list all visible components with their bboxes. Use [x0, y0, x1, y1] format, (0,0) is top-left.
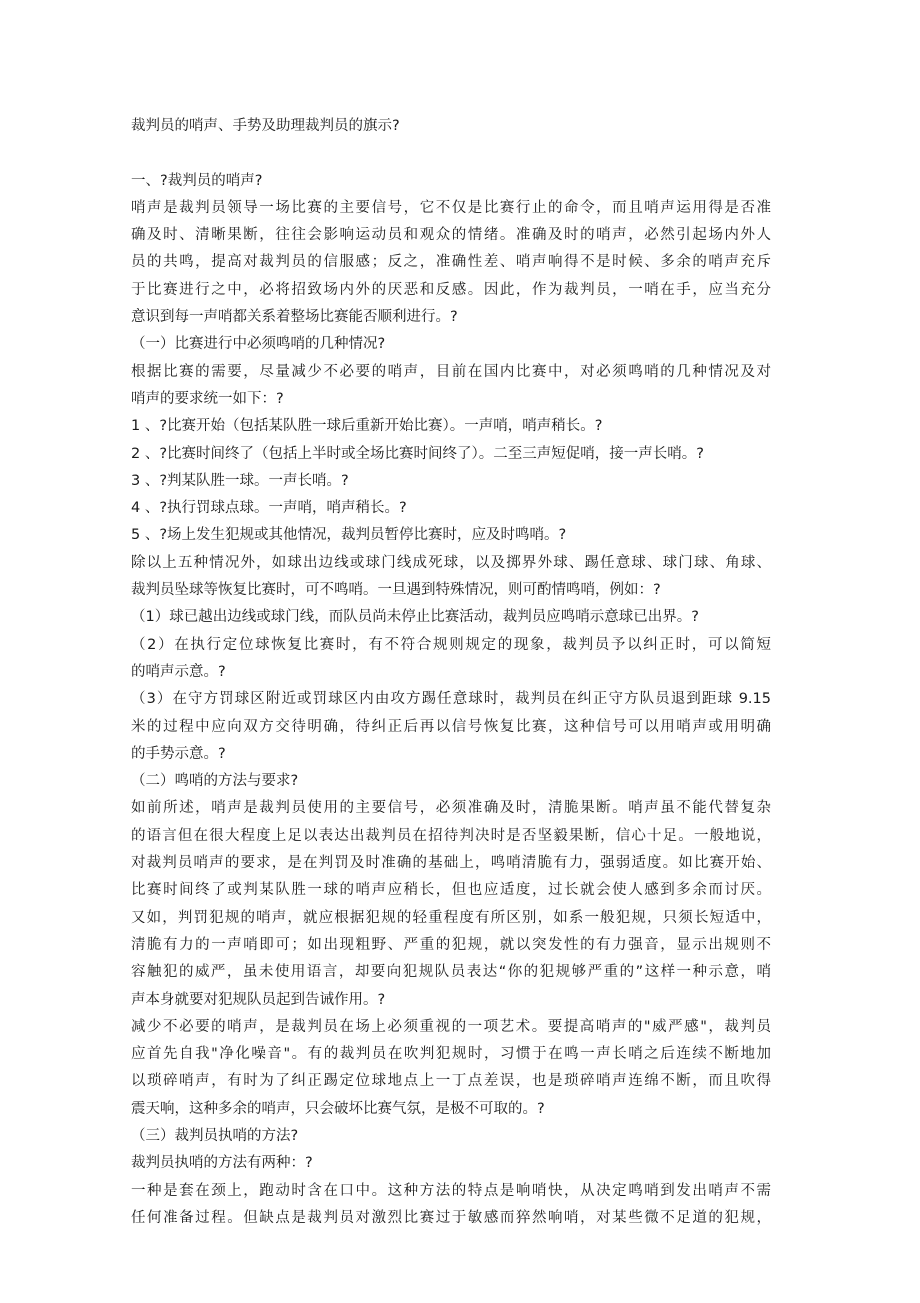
text-line: 裁判员坠球等恢复比赛时，可不鸣哨。一旦遇到特殊情况，则可酌情鸣哨，例如：?	[131, 582, 661, 599]
text-line: 哨声是裁判员领导一场比赛的主要信号，它不仅是比赛行止的命令，而且哨声运用得是否准	[131, 199, 771, 216]
text-line: 一、?裁判员的哨声?	[131, 172, 263, 189]
text-line: 意识到每一声哨都关系着整场比赛能否顺利进行。?	[131, 309, 458, 326]
text-line: 5 、?场上发生犯规或其他情况，裁判员暂停比赛时，应及时鸣哨。?	[131, 527, 567, 544]
text-line: 确及时、清晰果断，往往会影响运动员和观众的情绪。准确及时的哨声，必然引起场内外人	[131, 227, 771, 244]
text-line: 对裁判员哨声的要求，是在判罚及时准确的基础上，鸣哨清脆有力，强弱适度。如比赛开始、	[131, 855, 771, 872]
text-line: （二）鸣哨的方法与要求?	[131, 773, 299, 790]
text-line: 哨声的要求统一如下：?	[131, 390, 284, 407]
text-line: 3 、?判某队胜一球。一声长哨。?	[131, 472, 349, 489]
text-line: 又如，判罚犯规的哨声，就应根据犯规的轻重程度有所区别，如系一般犯规，只须长短适中，	[131, 909, 771, 926]
text-line: 的哨声示意。?	[131, 663, 226, 680]
text-line: （1）球已越出边线或球门线，而队员尚未停止比赛活动，裁判员应鸣哨示意球已出界。?	[131, 609, 699, 626]
document-title: 裁判员的哨声、手势及助理裁判员的旗示?	[131, 118, 400, 134]
text-line: 裁判员执哨的方法有两种：?	[131, 1155, 313, 1172]
text-line: 根据比赛的需要，尽量减少不必要的哨声，目前在国内比赛中，对必须鸣哨的几种情况及对	[131, 363, 771, 380]
text-line: 的手势示意。?	[131, 745, 226, 762]
text-line: 任何准备过程。但缺点是裁判员对激烈比赛过于敏感而猝然响哨，对某些微不足道的犯规，	[131, 1209, 771, 1226]
text-line: （一）比赛进行中必须鸣哨的几种情况?	[131, 336, 386, 353]
document-body	[131, 113, 771, 1232]
text-line: 应首先自我"净化噪音"。有的裁判员在吹判犯规时，习惯于在鸣一声长哨之后连续不断地加	[131, 1046, 771, 1063]
blank-line	[131, 140, 771, 167]
text-line: （三）裁判员执哨的方法?	[131, 1127, 299, 1144]
text-line: 于比赛进行之中，必将招致场内外的厌恶和反感。因此，作为裁判员，一哨在手，应当充分	[131, 281, 771, 298]
text-line: 声本身就要对犯规队员起到告诫作用。?	[131, 991, 386, 1008]
text-line: 4 、?执行罚球点球。一声哨，哨声稍长。?	[131, 500, 407, 517]
document-text-lines	[131, 168, 771, 1233]
text-line: 1 、?比赛开始（包括某队胜一球后重新开始比赛）。一声哨，哨声稍长。?	[131, 418, 603, 435]
text-line: 的语言但在很大程度上足以表达出裁判员在招待判决时是否坚毅果断，信心十足。一般地说，	[131, 827, 771, 844]
text-line: 容触犯的威严，虽未使用语言，却要向犯规队员表达“你的犯规够严重的”这样一种示意，哨	[131, 964, 771, 981]
text-line: 以琐碎哨声，有时为了纠正踢定位球地点上一丁点差误，也是琐碎哨声连绵不断，而且吹得	[131, 1073, 771, 1090]
text-line: 如前所述，哨声是裁判员使用的主要信号，必须准确及时，清脆果断。哨声虽不能代替复杂	[131, 800, 771, 817]
text-line: 清脆有力的一声哨即可；如出现粗野、严重的犯规，就以突发性的有力强音，显示出规则不	[131, 936, 771, 953]
text-line: 2 、?比赛时间终了（包括上半时或全场比赛时间终了）。二至三声短促哨，接一声长哨。?	[131, 445, 704, 462]
text-line: 米的过程中应向双方交待明确，待纠正后再以信号恢复比赛，这种信号可以用哨声或用明确	[131, 718, 771, 735]
text-line: 减少不必要的哨声，是裁判员在场上必须重视的一项艺术。要提高哨声的"威严感"，裁判员	[131, 1018, 771, 1035]
text-line: （3）在守方罚球区附近或罚球区内由攻方踢任意球时，裁判员在纠正守方队员退到距球 9.15	[131, 691, 771, 708]
text-line: （2）在执行定位球恢复比赛时，有不符合规则规定的现象，裁判员予以纠正时，可以简短	[131, 636, 771, 653]
text-line: 员的共鸣，提高对裁判员的信服感；反之，准确性差、哨声响得不是时候、多余的哨声充斥	[131, 254, 771, 271]
text-line: 震天响，这种多余的哨声，只会破坏比赛气氛，是极不可取的。?	[131, 1100, 545, 1117]
text-line: 除以上五种情况外，如球出边线或球门线成死球，以及掷界外球、踢任意球、球门球、角球、	[131, 554, 771, 571]
text-line: 一种是套在颈上，跑动时含在口中。这种方法的特点是响哨快，从决定鸣哨到发出哨声不需	[131, 1182, 771, 1199]
text-line: 比赛时间终了或判某队胜一球的哨声应稍长，但也应适度，过长就会使人感到多余而讨厌。	[131, 882, 771, 899]
